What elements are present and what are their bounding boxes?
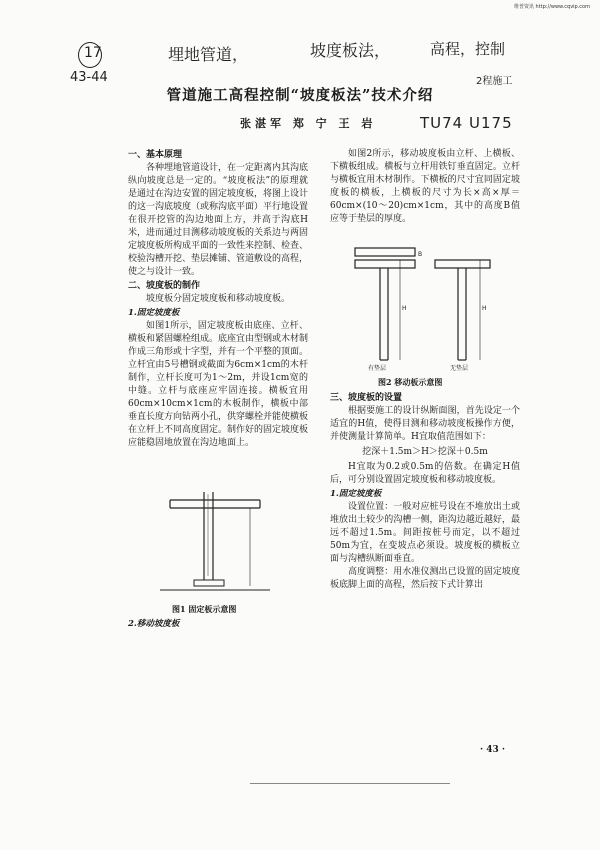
h-range-formula: 挖深＋1.5m＞H＞挖深＋0.5m: [362, 447, 488, 457]
figure-2-label-with-bedding: 有垫层: [368, 365, 387, 372]
figure-2-mobile-board: [350, 240, 500, 372]
handwritten-code: TU74 U175: [420, 114, 513, 132]
right-column-bottom: [330, 391, 520, 592]
section2-paragraph: 坡度板分固定坡度板和移动坡度板。: [146, 294, 291, 304]
figure-1-fixed-board: [150, 490, 280, 600]
subsection2-heading: 2.移动坡度板: [128, 619, 180, 629]
figure-2-label-b: B: [418, 251, 423, 258]
figure-2-label-h-right: H: [482, 305, 487, 312]
position-paragraph: 设置位置：一般对应桩号设在不堆放出土或堆放出土较少的沟槽一侧，距沟边越近越好，最远不超过1.5m。间距按桩号而定，以不超过50m为宜，在变坡点必须设。坡度板的横板立面与沟槽纵断面垂直。: [330, 502, 520, 564]
handwritten-keyword-2: 坡度板法，: [310, 41, 391, 60]
figure-2-label-h-left: H: [402, 305, 407, 312]
handwritten-note: 2程施工: [476, 76, 513, 87]
right-column-top: [330, 148, 520, 226]
subsection1-paragraph: 如图1所示，固定坡度板由底座、立杆、横板和紧固螺栓组成。底座宜由型钢或木材制作成三角形或十字型，并有一个平整的顶面。立杆宜由5号槽钢或截面为6cm×1cm的木杆制作，立杆长度可为1～2m，并设1cm宽的中缝。立杆与底座应牢固连接。横板宜用60cm×10cm×1cm的木板制作，横板中部垂直长度方向钻两小孔，供穿螺栓并能使横板在立杆上不同高度固定。制作好的固定坡度板应能稳固地放置在沟边地面上。: [128, 321, 309, 448]
article-title: 管道施工高程控制“坡度板法”技术介绍: [166, 87, 434, 104]
left-column-tail: [128, 617, 308, 631]
subsection1-heading: 1.固定坡度板: [128, 308, 180, 318]
handwritten-pages: 43-44: [70, 70, 108, 85]
height-adjust-paragraph: 高度调整：用水准仪测出已设置的固定坡度板底脚上面的高程，然后按下式计算出: [330, 567, 520, 590]
right-subsection1-heading: 1.固定坡度板: [330, 489, 382, 499]
page-number: · 43 ·: [480, 745, 506, 755]
handwritten-keyword-3: 高程，控制: [430, 40, 506, 58]
article-authors: 张湛军 郑 宁 王 岩: [240, 117, 377, 130]
section2-heading: 二、坡度板的制作: [128, 281, 201, 291]
section1-paragraph: 各种埋地管道设计，在一定距离内其沟底纵向坡度总是一定的。“坡度板法”的原理就是通过在沟边安置的固定坡度板，将图上设计的这一沟底坡度（或称沟底平面）平行地设置在很开挖管的沟边地面上方，并高于沟底H米，进而通过目测移动坡度板的关系边与两固定坡度板所构成平面的一致性来控制、检查、校验沟槽开挖、垫层摊铺、管道敷设的高程，使之与设计一致。: [128, 163, 309, 277]
section1-heading: 一、基本原理: [128, 150, 183, 160]
figure-2-label-without-bedding: 无垫层: [450, 365, 469, 372]
footer-rule: [250, 783, 450, 784]
figure-1-caption: 图1 固定板示意图: [172, 604, 237, 614]
handwritten-keyword-1: 埋地管道，: [168, 45, 249, 64]
section3-heading: 三、坡度板的设置: [330, 393, 403, 403]
figure-2-caption: 图2 移动板示意图: [378, 377, 443, 387]
h-value-paragraph: H宜取为0.2或0.5m的倍数。在确定H值后，可分别设置固定坡度板和移动坡度板。: [330, 462, 520, 485]
left-column: [128, 148, 308, 450]
site-watermark: 维普资讯 http://www.cqvip.com: [513, 4, 590, 10]
handwritten-number: 17: [84, 45, 102, 61]
mobile-board-paragraph: 如图2所示，移动坡度板由立杆、上横板、下横板组成。横板与立杆用铁钉垂直固定。立杆与横板宜用木材制作。下横板的尺寸宜同固定坡度板的横板，上横板的尺寸为长×高×厚＝60cm×(10～20)cm×1cm，其中的高度B值应等于垫层的厚度。: [330, 149, 520, 224]
setup-paragraph: 根据要施工的设计纵断面图，首先设定一个适宜的H值，使得目测和移动坡度板操作方便，并使测量计算简单。H宜取值范围如下：: [330, 406, 520, 442]
